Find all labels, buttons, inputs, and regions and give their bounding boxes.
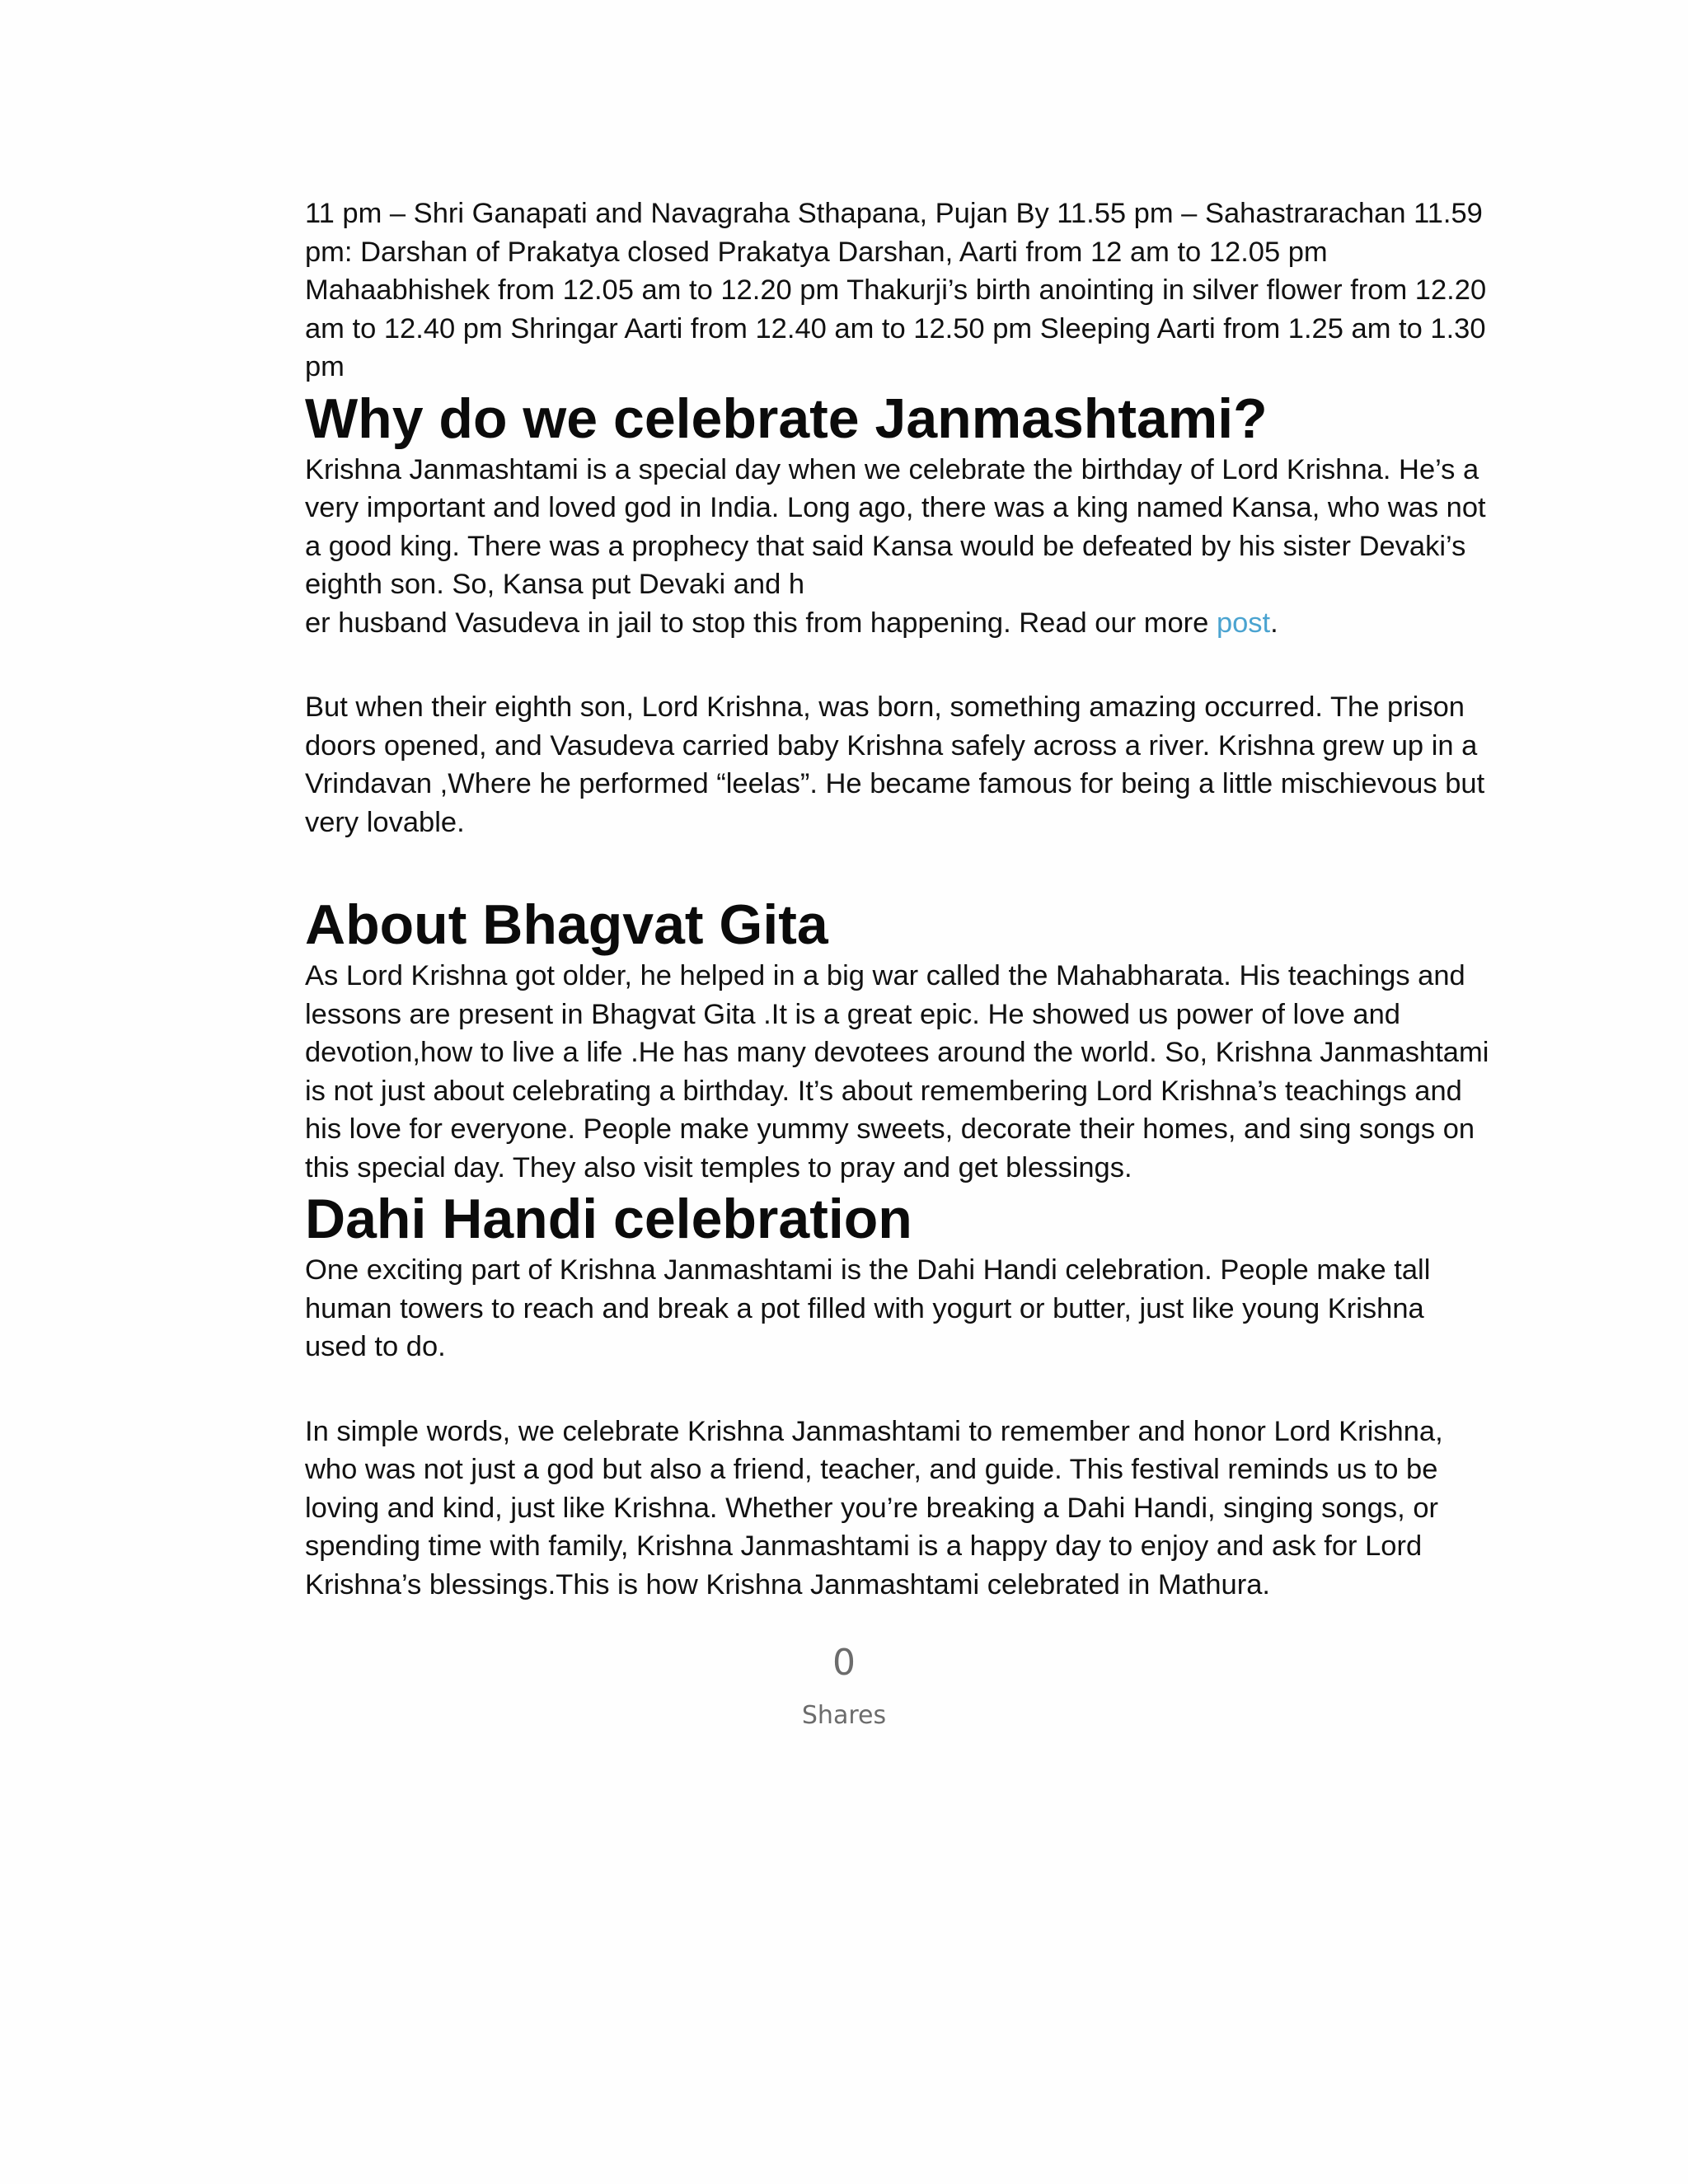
why-paragraph-1-line-b: er husband Vasudeva in jail to stop this from happening. Read our more (305, 607, 1217, 639)
share-counter (0, 1640, 1688, 1732)
share-label: Shares (801, 1701, 887, 1730)
why-paragraph-1-line-a: Krishna Janmashtami is a special day when we celebrate the birthday of Lord Krishna. He’s a very important and loved god in India. Long ago, there was a king named Kansa, who was not a good king. There was a prophecy that said Kansa would be defeated by his sister Devaki’s eighth son. So, Kansa put Devaki and h (305, 453, 1486, 600)
dahi-paragraph-2: In simple words, we celebrate Krishna Janmashtami to remember and honor Lord Krishna, who was not just a god but also a friend, teacher, and guide. This festival reminds us to be loving and kind, just like Krishna. Whether you’re breaking a Dahi Handi, singing songs, or spending time with family, Krishna Janmashtami is a happy day to enjoy and ask for Lord Krishna’s blessings.This is how Krishna Janmashtami celebrated in Mathura. (305, 1415, 1443, 1601)
why-paragraph-1 (305, 451, 1492, 643)
article-body (305, 194, 1492, 1604)
why-paragraph-1-end: . (1270, 607, 1278, 639)
why-paragraph-2: But when their eighth son, Lord Krishna, was born, something amazing occurred. The prison doors opened, and Vasudeva carried baby Krishna safely across a river. Krishna grew up in a Vrindavan ,Where he performed “leelas”. He became famous for being a little mischievous but very lovable. (305, 691, 1485, 838)
gita-paragraph: As Lord Krishna got older, he helped in a big war called the Mahabharata. His teachings and lessons are present in Bhagvat Gita .It is a great epic. He showed us power of love and devotion,how to live a life .He has many devotees around the world. So, Krishna Janmashtami is not just about celebrating a birthday. It’s about remembering Lord Krishna’s teachings and his love for everyone. People make yummy sweets, decorate their homes, and sing songs on this special day. They also visit temples to pray and get blessings. (305, 960, 1489, 1183)
share-count: 0 (832, 1642, 856, 1684)
heading-dahi-handi: Dahi Handi celebration (305, 1188, 912, 1250)
dahi-paragraph-1: One exciting part of Krishna Janmashtami is the Dahi Handi celebration. People make tall human towers to reach and break a pot filled with yogurt or butter, just like young Krishna used to do. (305, 1254, 1431, 1362)
schedule-paragraph: 11 pm – Shri Ganapati and Navagraha Sthapana, Pujan By 11.55 pm – Sahastrarachan 11.59 pm: Darshan of Prakatya closed Prakatya Darshan, Aarti from 12 am to 12.05 pm Mahaabhishek from 12.05 am to 12.20 pm Thakurji’s birth anointing in silver flower from 12.20 am to 12.40 pm Shringar Aarti from 12.40 am to 12.50 pm Sleeping Aarti from 1.25 am to 1.30 pm (305, 198, 1487, 382)
heading-why-celebrate: Why do we celebrate Janmashtami? (305, 387, 1268, 450)
post-link[interactable]: post (1216, 607, 1271, 639)
heading-bhagvat-gita: About Bhagvat Gita (305, 893, 828, 956)
